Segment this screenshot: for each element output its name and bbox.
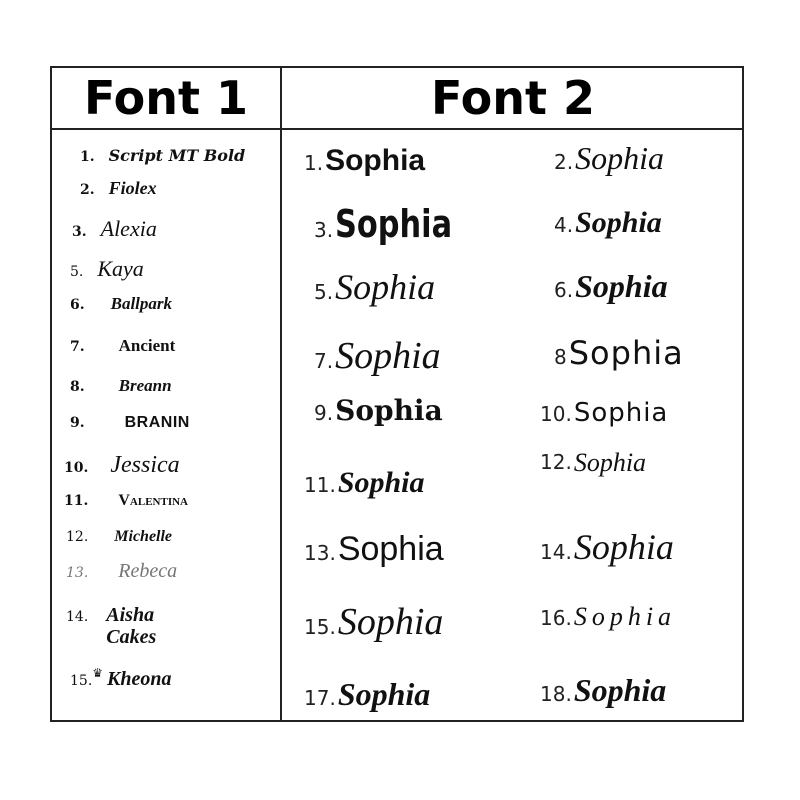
font1-item-name: Ancient xyxy=(118,336,176,355)
font1-item-number: 10. xyxy=(64,460,89,476)
font2-sample-number: 14. xyxy=(540,540,572,564)
font1-item-name: Kheona xyxy=(107,668,172,690)
font1-item-number: 13. xyxy=(66,565,89,581)
font2-sample-number: 17. xyxy=(304,686,336,710)
font1-item-name: Fiolex xyxy=(108,178,157,198)
font1-item xyxy=(70,668,172,691)
font1-item-name: Valentina xyxy=(118,492,188,509)
font2-sample-number: 3. xyxy=(314,218,334,242)
font2-sample-number: 2. xyxy=(554,150,574,174)
font2-sample-number: 6. xyxy=(554,278,574,302)
font2-sample-text: Sophia xyxy=(573,398,669,428)
font2-sample-text: Sophia xyxy=(335,202,453,246)
font2-sample xyxy=(540,526,674,568)
font2-sample-text: Sophia xyxy=(573,602,677,631)
font2-sample-text: Sophia xyxy=(337,466,425,499)
font1-item-name: Alexia xyxy=(100,216,157,241)
font2-sample-text: Sophia xyxy=(337,601,444,643)
font1-item xyxy=(80,146,245,165)
font1-item xyxy=(70,336,175,356)
font2-sample xyxy=(304,600,443,644)
font1-item-number: 3. xyxy=(72,224,87,240)
font2-sample xyxy=(540,398,668,428)
font2-sample-text: Sophia xyxy=(573,672,667,708)
font1-item xyxy=(66,528,172,546)
font2-sample xyxy=(304,676,430,713)
font2-sample xyxy=(554,206,662,240)
font2-sample xyxy=(304,144,425,178)
font1-item xyxy=(66,560,177,583)
font2-sample-number: 16. xyxy=(540,606,572,630)
font2-sample xyxy=(304,530,444,569)
crown-icon: ♛ xyxy=(92,666,104,680)
font2-sample-text: Sophia xyxy=(337,676,431,712)
font2-sample-number: 15. xyxy=(304,615,336,639)
font2-sample-number: 10. xyxy=(540,402,572,426)
font2-sample xyxy=(540,672,666,709)
font1-item xyxy=(70,376,172,396)
font1-item-number: 7. xyxy=(70,339,85,355)
font1-header: Font 1 xyxy=(84,71,248,125)
font2-sample xyxy=(314,202,482,246)
font1-item-name: Michelle xyxy=(114,528,173,545)
font1-item xyxy=(70,414,190,432)
column-divider xyxy=(280,68,282,720)
font2-sample xyxy=(314,266,435,308)
font2-sample-number: 18. xyxy=(540,682,572,706)
font1-item-name: Ballpark xyxy=(110,294,173,313)
font1-item-name: Script MT Bold xyxy=(108,146,246,165)
font1-item xyxy=(66,604,186,648)
font1-item-number: 5. xyxy=(70,264,84,280)
font1-item-name: BRANIN xyxy=(124,414,190,431)
font1-item xyxy=(72,216,157,242)
font2-sample-text: Sophia xyxy=(575,140,664,176)
font2-sample-number: 13. xyxy=(304,541,336,565)
font1-item-name: Kaya xyxy=(97,256,144,281)
font2-sample-number: 4. xyxy=(554,213,574,237)
font2-sample-number: 8 xyxy=(554,345,567,369)
font1-item-name: Breann xyxy=(118,376,172,395)
font2-header: Font 2 xyxy=(431,71,595,125)
font1-item-name: Rebeca xyxy=(118,560,178,582)
font1-item-number: 15. xyxy=(70,673,93,689)
font2-sample-number: 5. xyxy=(314,280,334,304)
font1-item xyxy=(64,452,180,479)
font1-item-number: 6. xyxy=(70,297,85,313)
font2-sample-number: 12. xyxy=(540,450,572,474)
font2-sample-text: Sophia xyxy=(325,144,426,177)
font2-sample-text: Sophia xyxy=(575,206,662,239)
font1-item xyxy=(70,294,172,314)
font2-sample xyxy=(314,334,441,378)
font1-item-number: 2. xyxy=(80,182,95,198)
font2-sample xyxy=(540,602,676,632)
font1-item-number: 14. xyxy=(66,609,89,625)
font1-item-number: 12. xyxy=(66,529,89,545)
font1-item-name: Jessica xyxy=(110,452,180,478)
font2-sample xyxy=(304,466,425,500)
font1-item xyxy=(80,178,157,199)
font2-sample-number: 7. xyxy=(314,349,334,373)
font2-sample-text: Sophia xyxy=(335,335,441,377)
font2-sample-number: 9. xyxy=(314,401,334,425)
font1-item xyxy=(70,256,144,282)
font2-sample-text: Sophia xyxy=(573,527,674,567)
font2-sample-text: Sophia xyxy=(335,267,436,307)
font2-sample-text: Sophia xyxy=(573,448,647,477)
font2-sample-text: Sophia xyxy=(337,530,444,568)
font2-sample-text: Sophia xyxy=(335,394,443,427)
font1-item-name: Aisha Cakes xyxy=(106,604,157,648)
font1-item-number: 11. xyxy=(64,493,89,509)
font2-sample xyxy=(554,334,684,372)
header-divider xyxy=(52,128,742,130)
font2-sample xyxy=(554,268,668,305)
font2-sample xyxy=(554,140,664,177)
font-chart-table xyxy=(50,66,744,722)
font1-item-number: 1. xyxy=(80,149,95,165)
font1-item xyxy=(64,492,188,510)
font2-sample-number: 11. xyxy=(304,473,336,497)
font2-sample-text: Sophia xyxy=(568,334,684,372)
font2-sample xyxy=(314,394,443,427)
font1-item-number: 8. xyxy=(70,379,85,395)
font2-sample-text: Sophia xyxy=(575,268,668,304)
font2-sample-number: 1. xyxy=(304,151,324,175)
font2-sample xyxy=(540,448,646,478)
font1-item-number: 9. xyxy=(70,415,85,431)
